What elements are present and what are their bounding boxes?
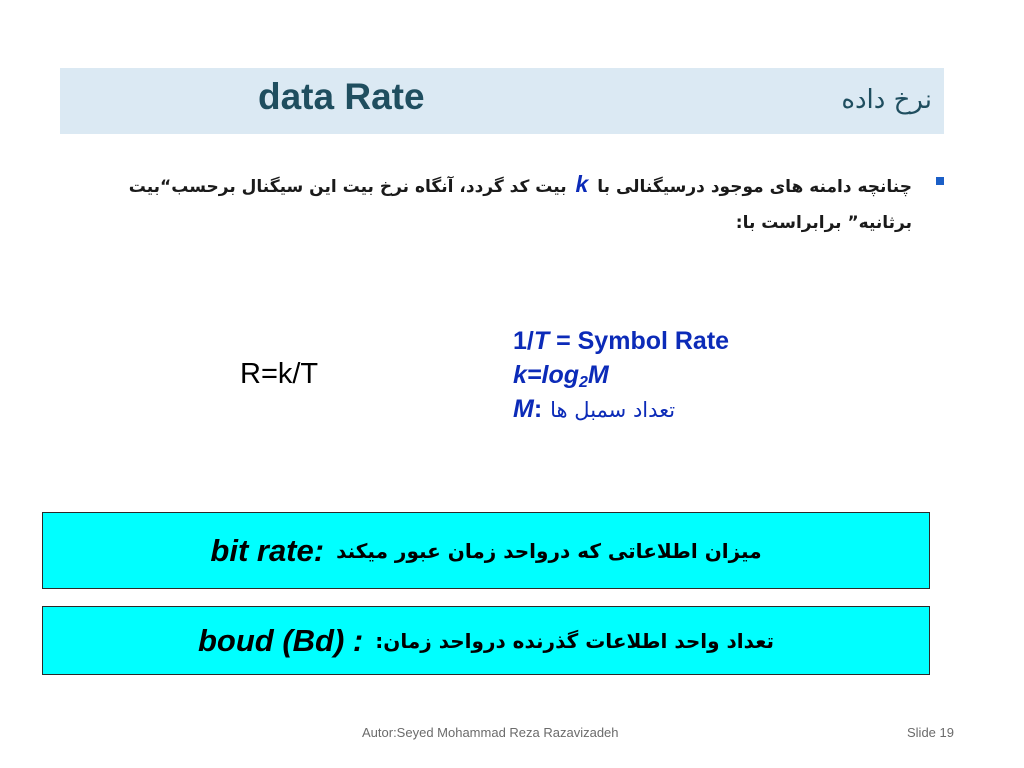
k-log-line <box>513 358 729 392</box>
log-base: 2 <box>579 374 588 391</box>
k-log-var: M <box>587 361 609 389</box>
slide-title-persian: نرخ داده <box>841 85 932 115</box>
k-log-prefix: k=log <box>513 361 579 389</box>
slide-title-english: data Rate <box>258 76 425 117</box>
baud-term: boud (Bd) : <box>197 622 364 658</box>
symbol-rate-var: T <box>533 327 550 355</box>
bullet-square-icon <box>936 177 944 185</box>
m-definition-line <box>513 392 729 426</box>
symbol-rate-line <box>513 324 729 358</box>
rate-formula: R=k/T <box>240 358 319 390</box>
bit-rate-definition-text: میزان اطلاعاتی که درواحد زمان عبور میکند <box>336 538 762 563</box>
baud-definition-text: تعداد واحد اطلاعات گذرنده درواحد زمان: <box>375 628 775 653</box>
symbol-rate-prefix: 1/ <box>513 327 534 355</box>
footer-author: Autor:Seyed Mohammad Reza Razavizadeh <box>362 725 619 740</box>
m-var: M <box>513 395 534 423</box>
title-bar <box>60 68 944 134</box>
bit-rate-definition-box <box>42 512 930 589</box>
bullet-paragraph <box>82 166 912 241</box>
formula-definitions <box>513 324 729 426</box>
variable-k: k <box>575 171 589 197</box>
symbol-rate-suffix: = Symbol Rate <box>549 327 730 355</box>
paragraph-text-before-k: چنانچه دامنه های موجود درسیگنالی با <box>597 177 912 197</box>
bit-rate-term: bit rate: <box>210 532 325 568</box>
baud-definition-box <box>42 606 930 675</box>
m-colon: : <box>533 395 543 423</box>
footer-slide-number: Slide 19 <box>907 725 954 740</box>
m-persian-text: تعداد سمبل ها <box>550 398 676 422</box>
paragraph-text-after-k: بیت کد گردد، آنگاه نرخ بیت این سیگنال برحسب“بیت برثانیه” برابراست با: <box>128 177 912 233</box>
